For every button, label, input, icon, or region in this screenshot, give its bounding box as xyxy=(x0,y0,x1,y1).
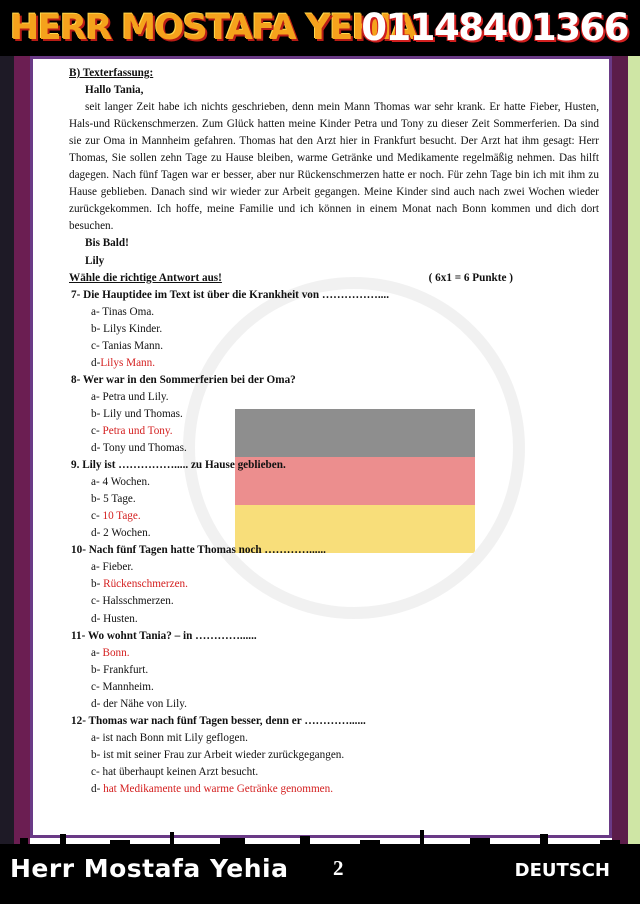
left-decor-stripe-inner xyxy=(14,56,30,846)
option-text: Tony und Thomas. xyxy=(102,442,187,455)
option-text: Husten. xyxy=(103,612,138,625)
option-prefix: a- xyxy=(91,476,103,489)
option-prefix: a- xyxy=(91,731,103,744)
answer-option xyxy=(69,730,599,747)
answer-option xyxy=(69,491,599,508)
answer-option xyxy=(69,304,599,321)
correct-answer-text: 10 Tage. xyxy=(102,510,141,523)
answer-option xyxy=(69,696,599,713)
question-text: 10- Nach fünf Tagen hatte Thomas noch …………...... xyxy=(71,544,326,557)
answer-option xyxy=(69,662,599,679)
answer-option xyxy=(69,593,599,610)
answer-option xyxy=(69,559,599,576)
instruction-label: Wähle die richtige Antwort aus! xyxy=(69,271,222,284)
right-decor-stripe-inner xyxy=(612,56,628,846)
answer-option xyxy=(69,338,599,355)
letter-closing: Bis Bald! xyxy=(85,237,129,250)
option-prefix: d- xyxy=(91,527,104,540)
option-text: der Nähe von Lily. xyxy=(103,697,187,710)
option-prefix: a- xyxy=(91,305,103,318)
option-text: 5 Tage. xyxy=(103,493,136,506)
option-text: 2 Wochen. xyxy=(103,527,151,540)
phone-number: 01148401366 xyxy=(361,6,628,49)
option-text: hat überhaupt keinen Arzt besucht. xyxy=(102,765,259,778)
option-prefix: a- xyxy=(91,561,103,574)
answer-option xyxy=(69,321,599,338)
option-text: Frankfurt. xyxy=(103,663,149,676)
option-text: Halsschmerzen. xyxy=(102,595,174,608)
answer-option xyxy=(69,611,599,628)
option-prefix: c- xyxy=(91,595,103,608)
points-label: ( 6x1 = 6 Punkte ) xyxy=(428,271,513,284)
footer-teacher-name: Herr Mostafa Yehia xyxy=(10,854,289,883)
option-text: 4 Wochen. xyxy=(102,476,150,489)
right-decor-stripe xyxy=(628,56,640,846)
answer-option xyxy=(69,576,599,593)
option-text: ist mit seiner Frau zur Arbeit wieder zurückgegangen. xyxy=(103,748,345,761)
option-text: Mannheim. xyxy=(102,680,154,693)
left-decor-stripe xyxy=(0,56,14,846)
instruction-row xyxy=(69,270,599,287)
option-text: ist nach Bonn mit Lily geflogen. xyxy=(102,731,248,744)
option-prefix: c- xyxy=(91,765,103,778)
option-prefix: b- xyxy=(91,322,104,335)
correct-answer-text: Lilys Mann. xyxy=(100,356,156,369)
question-text: 11- Wo wohnt Tania? – in …………...... xyxy=(71,629,257,642)
option-prefix: c- xyxy=(91,680,103,693)
correct-answer-text: Petra und Tony. xyxy=(102,424,173,437)
answer-option xyxy=(69,440,599,457)
footer-banner xyxy=(0,846,640,904)
correct-answer-text: Bonn. xyxy=(102,646,130,659)
question-text: 9. Lily ist ……………..... zu Hause geblieben. xyxy=(71,459,286,472)
option-prefix: c- xyxy=(91,339,103,352)
option-prefix: d- xyxy=(91,442,103,455)
brand-title: HERR MOSTAFA YEHIA xyxy=(10,8,417,48)
question-list xyxy=(69,287,599,798)
correct-answer-text: hat Medikamente und warme Getränke genommen. xyxy=(103,782,334,795)
option-text: Lilys Kinder. xyxy=(103,322,163,335)
page-number: 2 xyxy=(333,856,344,880)
option-prefix: b- xyxy=(91,748,104,761)
option-prefix: d- xyxy=(91,697,104,710)
answer-option xyxy=(69,508,599,525)
subject-label: DEUTSCH xyxy=(514,860,610,881)
answer-option xyxy=(69,781,599,798)
option-prefix: a- xyxy=(91,390,103,403)
answer-option xyxy=(69,645,599,662)
option-prefix: d- xyxy=(91,782,104,795)
worksheet-frame xyxy=(30,56,612,838)
option-text: Tanias Mann. xyxy=(102,339,164,352)
option-text: Fieber. xyxy=(102,561,134,574)
answer-option xyxy=(69,474,599,491)
option-prefix: b- xyxy=(91,578,104,591)
question-text: 8- Wer war in den Sommerferien bei der Oma? xyxy=(71,373,296,386)
option-prefix: c- xyxy=(91,424,103,437)
header-banner xyxy=(0,0,640,56)
answer-option xyxy=(69,764,599,781)
option-prefix: c- xyxy=(91,510,103,523)
answer-option xyxy=(69,423,599,440)
letter-signature: Lily xyxy=(85,254,105,267)
answer-option xyxy=(69,389,599,406)
answer-option xyxy=(69,355,599,372)
answer-option xyxy=(69,525,599,542)
correct-answer-text: Rückenschmerzen. xyxy=(103,578,188,591)
option-text: Tinas Oma. xyxy=(102,305,155,318)
question-text: 7- Die Hauptidee im Text ist über die Krankheit von …………….... xyxy=(71,288,390,301)
worksheet-content xyxy=(69,65,599,798)
option-prefix: b- xyxy=(91,663,104,676)
answer-option xyxy=(69,406,599,423)
option-prefix: b- xyxy=(91,493,104,506)
answer-option xyxy=(69,679,599,696)
option-text: Lily und Thomas. xyxy=(103,407,183,420)
option-prefix: a- xyxy=(91,646,103,659)
option-prefix: d- xyxy=(91,356,101,369)
option-text: Petra und Lily. xyxy=(102,390,169,403)
question-text: 12- Thomas war nach fünf Tagen besser, denn er …………...... xyxy=(71,714,366,727)
letter-greeting: Hallo Tania, xyxy=(85,84,144,97)
option-prefix: d- xyxy=(91,612,104,625)
answer-option xyxy=(69,747,599,764)
letter-body: seit langer Zeit habe ich nichts geschrieben, denn mein Mann Thomas war sehr krank. Er hatte Fieber, Husten, Hals-und Rückenschmerzen. Zum Glück hatten meine Kinder Petra und Tony zu dieser Zeit Sommerferien. Da sind sie zur Oma in Mannheim gefahren. Thomas hat den Arzt hier in Frankfurt besucht. Der Arzt hat ihm gesagt: Herr Thomas, Sie sollen zehn Tage zu Hause bleiben, warme Getränke und Medikamente regelmäßig nehmen. Das hilft dagegen. Nach fünf Tagen war er besser, aber nur Rückenschmerzen hatte er noch. Für zehn Tage bin ich mit ihm zu Hause geblieben. Danach sind wir wieder zur Arbeit gegangen. Meine Kinder sind auch nach zwei Wochen wieder zurückgekommen. Ich hoffe, meine Familie und ich können in einem Monat nach Bonn kommen und dich dort besuchen. xyxy=(69,101,599,233)
section-title: B) Texterfassung: xyxy=(69,67,154,79)
option-prefix: b- xyxy=(91,407,104,420)
